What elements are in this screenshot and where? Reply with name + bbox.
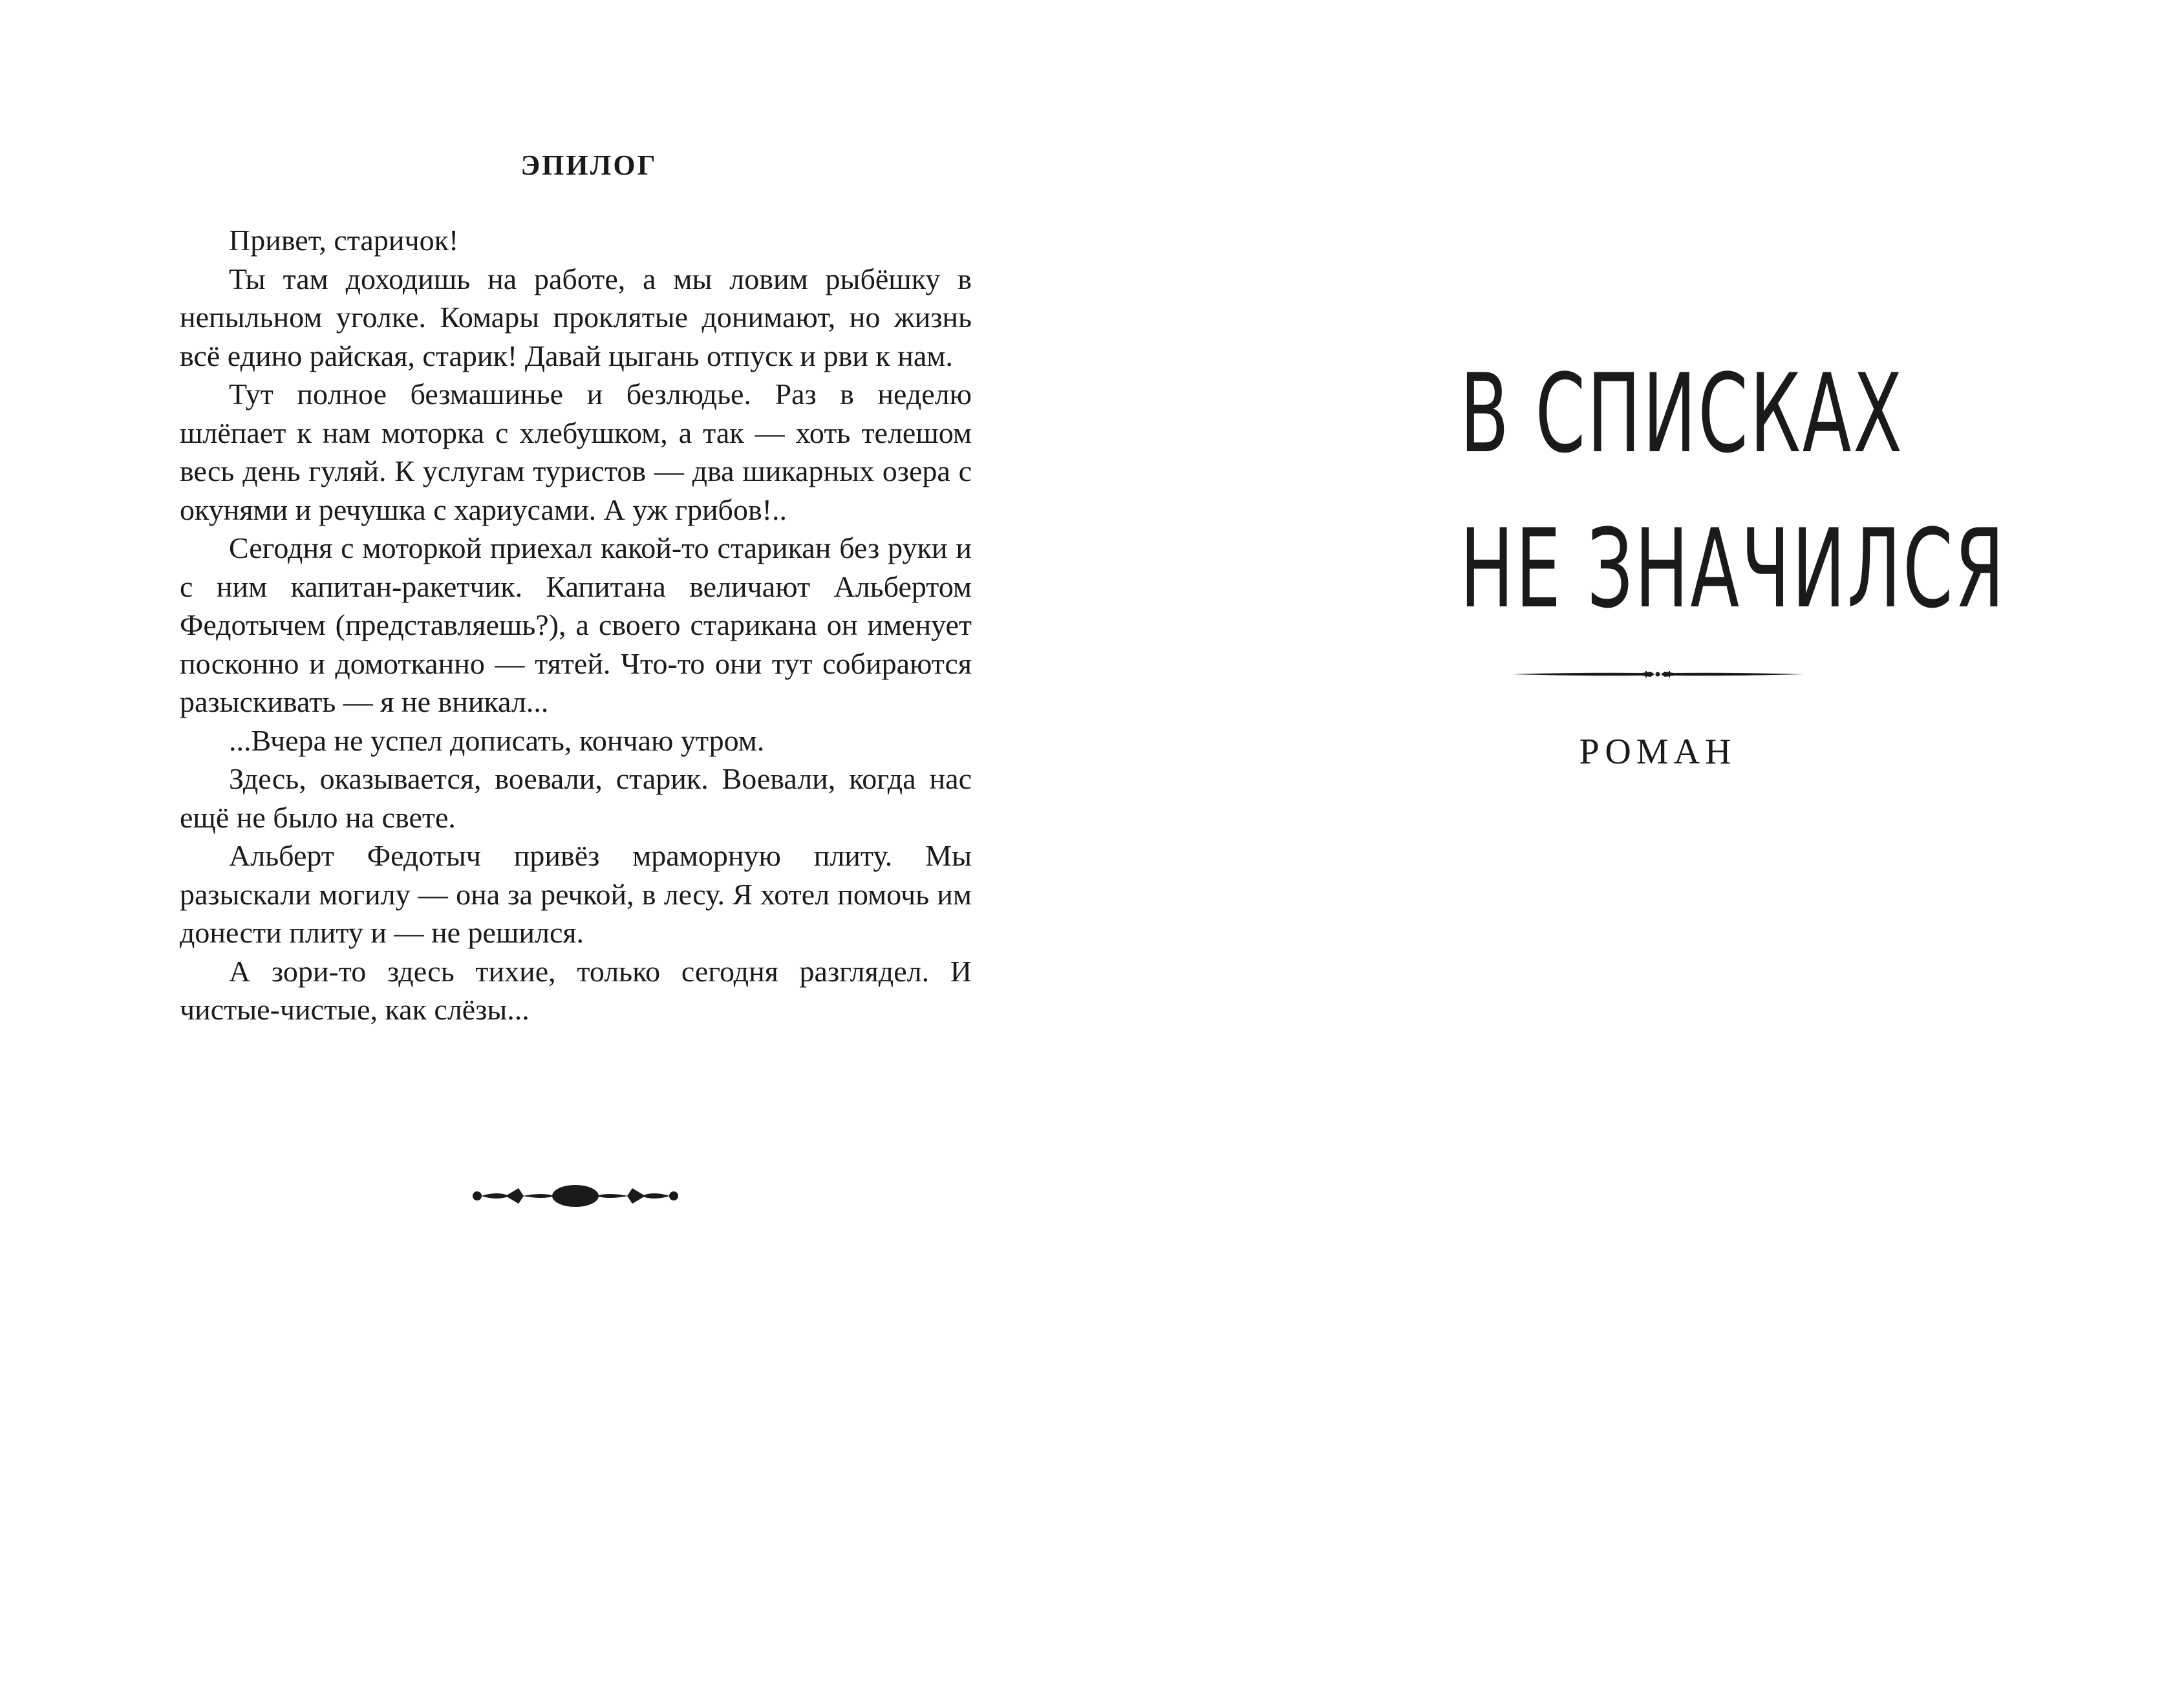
paragraph: ...Вчера не успел дописать, кончаю утром. [229, 723, 765, 757]
paragraph: Здесь, оказывается, воевали, старик. Воевали, когда нас ещё не было на свете. [180, 762, 972, 834]
paragraph: Привет, старичок! [229, 224, 459, 257]
paragraph: Альберт Федотыч привёз мраморную плиту. Мы разыскали могилу — она за речкой, в лесу. Я хотел помочь им донести плиту и — не решился. [180, 839, 972, 949]
ornamental-rule-icon [1512, 665, 1803, 684]
chapter-title: ЭПИЛОГ [520, 149, 658, 181]
paragraph: Ты там доходишь на работе, а мы ловим рыбёшку в непыльном уголке. Комары проклятые донимают, но жизнь всё едино райская, старик! Давай цыгань отпуск и рви к нам. [180, 262, 972, 372]
paragraph: Сегодня с моторкой приехал какой-то старикан без руки и с ним капитан-ракетчик. Капитана величают Альбертом Федотычем (представляешь?), а своего старикана он именует посконно и домотканно — тятей. Что-то они тут собираются разыскивать — я не вникал... [180, 531, 972, 718]
book-title [1460, 336, 2006, 646]
end-ornament-icon [472, 1177, 679, 1215]
book-title-line-2: НЕ ЗНАЧИЛСЯ [1460, 506, 2006, 632]
paragraph: Тут полное безмашинье и безлюдье. Раз в неделю шлёпает к нам моторка с хлебушком, а так — хоть телешом весь день гуляй. К услугам туристов — два шикарных озера с окунями и речушка с хариусами. А уж грибов!.. [180, 378, 972, 526]
genre-label: РОМАН [1579, 732, 1737, 772]
right-page [1092, 0, 2184, 1695]
paragraph: А зори-то здесь тихие, только сегодня разглядел. И чистые-чистые, как слёзы... [180, 954, 972, 1026]
epilogue-text [180, 221, 972, 1029]
book-title-line-1: В СПИСКАХ [1460, 350, 1904, 477]
